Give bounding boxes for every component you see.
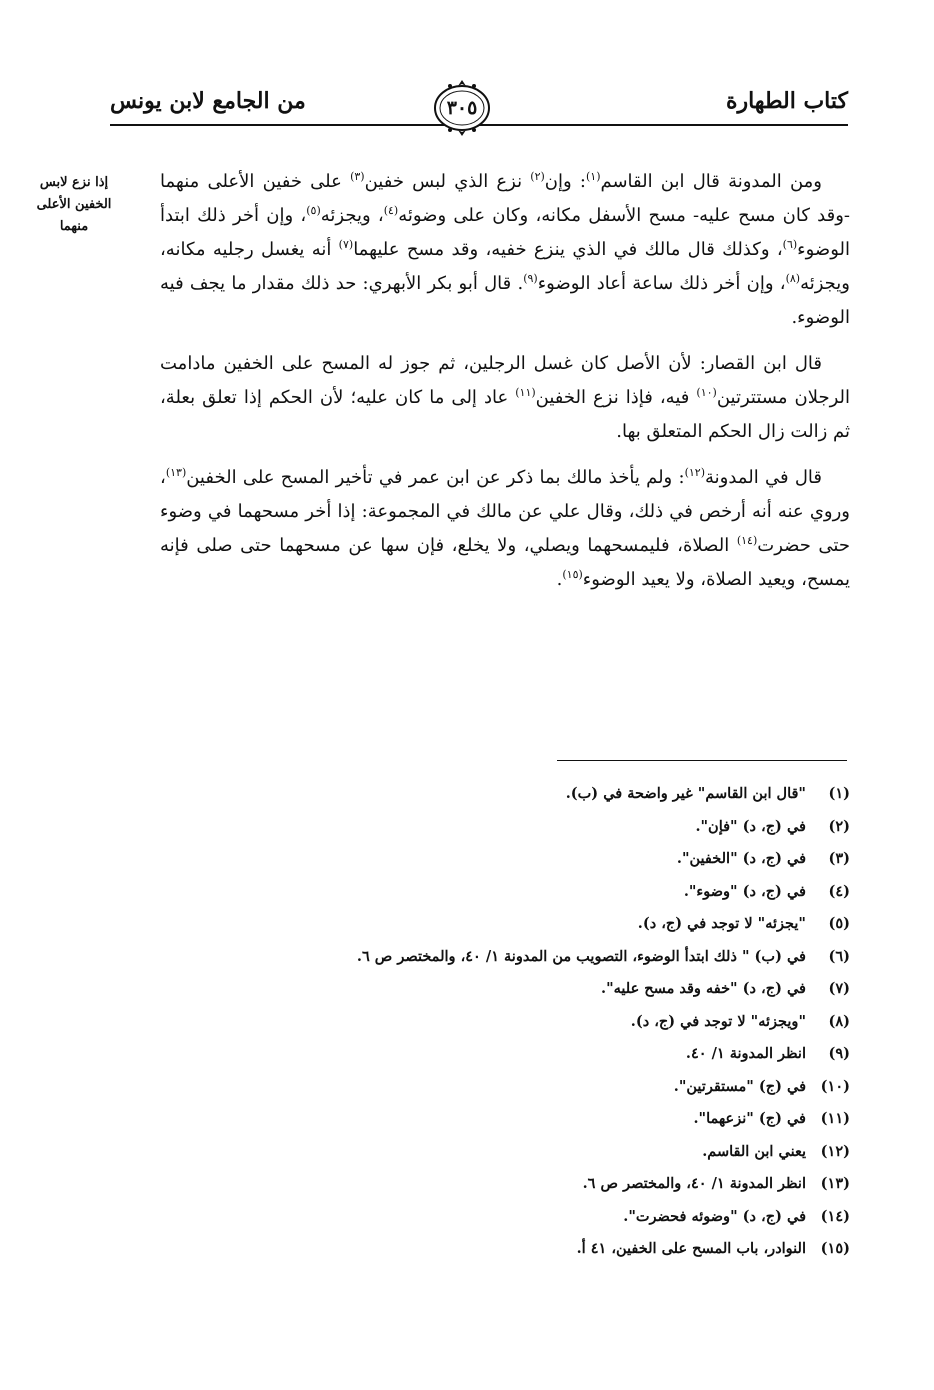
footnote-text: يعني ابن القاسم. [702, 1142, 806, 1160]
paragraph-text: ومن المدونة قال ابن القاسم [600, 171, 822, 192]
paragraph-text: ، وروي عنه أنه أرخص في ذلك، وقال علي عن مالك في المجموعة: إذا أخر مسحهما في وضوء حتى حضرت [160, 467, 850, 556]
footnote-reference[interactable]: (٢) [530, 170, 545, 183]
footnote-number: (٦) [828, 947, 850, 965]
footnote-item [160, 1103, 850, 1136]
footnote-item [160, 876, 850, 909]
footnote-item [160, 1201, 850, 1234]
footnote-separator [557, 760, 847, 761]
paragraph-text: ، وإن أخر ذلك ابتدأ الوضوء [160, 205, 850, 260]
footnote-number: (١٥) [820, 1240, 850, 1257]
body-paragraph [160, 347, 850, 449]
footnote-item [160, 908, 850, 941]
paragraph-text: نزع الذي لبس خفين [364, 171, 531, 192]
footnote-reference[interactable]: (١١) [515, 386, 536, 399]
footnote-number: (١٤) [820, 1207, 850, 1225]
paragraph-text: : ولم يأخذ مالك بما ذكر عن ابن عمر في تأخير المسح على الخفين [186, 467, 685, 488]
book-title: من الجامع لابن يونس [110, 88, 306, 114]
paragraph-text: أنه يغسل رجليه مكانه، ويجزئه [160, 239, 850, 294]
footnote-item [160, 843, 850, 876]
footnote-number: (٥) [828, 915, 850, 932]
paragraph-text: فيه، فإذا نزع الخفين [535, 387, 697, 408]
footnote-number: (٣) [828, 850, 850, 867]
margin-note-line: إذا نزع لابس [39, 175, 109, 190]
footnote-text: في (ج، د) "فإن". [695, 817, 806, 835]
footnote-text: انظر المدونة ١/ ٤٠. [685, 1045, 806, 1062]
margin-note [18, 172, 130, 238]
paragraph-text: : وإن [544, 171, 586, 192]
footnotes-list [160, 778, 850, 1266]
paragraph-text: على خفين الأعلى منهما -وقد كان مسح عليه- مسح الأسفل مكانه، وكان على وضوئه [160, 171, 850, 226]
body-paragraph [160, 461, 850, 597]
paragraph-text: ، وكذلك قال مالك في الذي ينزع خفيه، وقد مسح عليهما [353, 239, 783, 260]
footnote-reference[interactable]: (٤) [383, 204, 399, 217]
paragraph-text: . قال أبو بكر الأبهري: حد ذلك مقدار ما يجف فيه الوضوء. [160, 273, 850, 328]
footnote-number: (١٠) [820, 1077, 850, 1095]
footnote-text: "ويجزئه" لا توجد في (ج، د). [630, 1012, 806, 1030]
paragraph-text: الصلاة، فليمسحهما ويصلي، ولا يخلع، فإن سها عن مسحهما حتى صلى فإنه يمسح، ويعيد الصلاة، ولا يعيد الوضوء [160, 535, 850, 590]
footnote-item [160, 1136, 850, 1169]
footnote-number: (٤) [828, 882, 850, 900]
footnote-item [160, 1038, 850, 1071]
footnote-reference[interactable]: (١٠) [696, 386, 717, 399]
footnote-item [160, 1233, 850, 1266]
body-paragraph [160, 165, 850, 335]
footnote-text: "يجزئه" لا توجد في (ج، د). [637, 915, 806, 932]
margin-note-line: منهما [59, 219, 89, 234]
paragraph-text: ، ويجزئه [320, 205, 384, 226]
footnote-item [160, 941, 850, 974]
footnote-reference[interactable]: (٣) [350, 170, 365, 183]
footnote-item [160, 778, 850, 811]
footnote-text: النوادر، باب المسح على الخفين، ٤١ أ. [576, 1240, 806, 1257]
footnote-number: (١٢) [820, 1142, 850, 1160]
paragraph-text: . [556, 569, 563, 590]
footnote-reference[interactable]: (١٢) [684, 466, 705, 479]
footnote-reference[interactable]: (٧) [338, 238, 354, 251]
footnote-text: في (ج، د) "الخفين". [676, 850, 806, 867]
page-number-ornament [432, 78, 492, 138]
running-header [110, 78, 848, 128]
footnote-text: في (ج، د) "خفه وقد مسح عليه". [601, 980, 806, 997]
footnote-reference[interactable]: (١٣) [165, 466, 187, 479]
footnote-number: (٢) [828, 817, 850, 835]
footnote-text: انظر المدونة ١/ ٤٠، والمختصر ص ٦. [582, 1175, 806, 1192]
footnote-reference[interactable]: (٨) [785, 272, 801, 285]
footnote-number: (١) [828, 785, 850, 802]
footnote-number: (١٣) [820, 1175, 850, 1192]
footnote-text: في (ج، د) "وضوء". [683, 882, 806, 900]
footnote-number: (٩) [828, 1045, 850, 1062]
footnote-item [160, 1168, 850, 1201]
footnote-reference[interactable]: (٦) [782, 238, 798, 251]
paragraph-text: ، وإن أخر ذلك ساعة أعاد الوضوء [537, 273, 786, 294]
paragraph-text: عاد إلى ما كان عليه؛ لأن الحكم إذا تعلق بعلة، ثم زالت زال الحكم المتعلق بها. [160, 387, 850, 442]
paragraph-text: قال في المدونة [705, 467, 822, 488]
footnote-reference[interactable]: (٥) [306, 204, 321, 217]
footnote-text: في (ج) "نزعهما". [693, 1110, 806, 1127]
margin-note-line: الخفين الأعلى [36, 197, 112, 212]
main-text [160, 165, 850, 609]
footnote-text: في (ج، د) "وضوئه فحضرت". [623, 1207, 806, 1225]
footnote-item [160, 973, 850, 1006]
footnote-reference[interactable]: (١٤) [736, 534, 758, 547]
book-section-title: كتاب الطهارة [725, 88, 848, 114]
paragraph-text: قال ابن القصار: لأن الأصل كان غسل الرجلين، ثم جوز له المسح على الخفين مادامت الرجلان مستترتين [160, 353, 850, 408]
footnote-item [160, 1071, 850, 1104]
footnote-reference[interactable]: (٩) [523, 272, 538, 285]
footnote-number: (٨) [828, 1012, 850, 1030]
footnote-number: (١١) [820, 1110, 850, 1127]
footnote-reference[interactable]: (١) [585, 170, 601, 183]
footnote-item [160, 811, 850, 844]
footnote-text: في (ج) "مستقرتين". [673, 1077, 806, 1095]
page-number: ٣٠٥ [446, 97, 478, 119]
footnote-text: في (ب) " ذلك ابتدأ الوضوء، التصويب من المدونة ١/ ٤٠، والمختصر ص ٦. [356, 947, 806, 965]
footnote-text: "قال ابن القاسم" غير واضحة في (ب). [565, 785, 806, 802]
footnote-reference[interactable]: (١٥) [562, 568, 583, 581]
footnote-item [160, 1006, 850, 1039]
footnote-number: (٧) [828, 980, 850, 997]
